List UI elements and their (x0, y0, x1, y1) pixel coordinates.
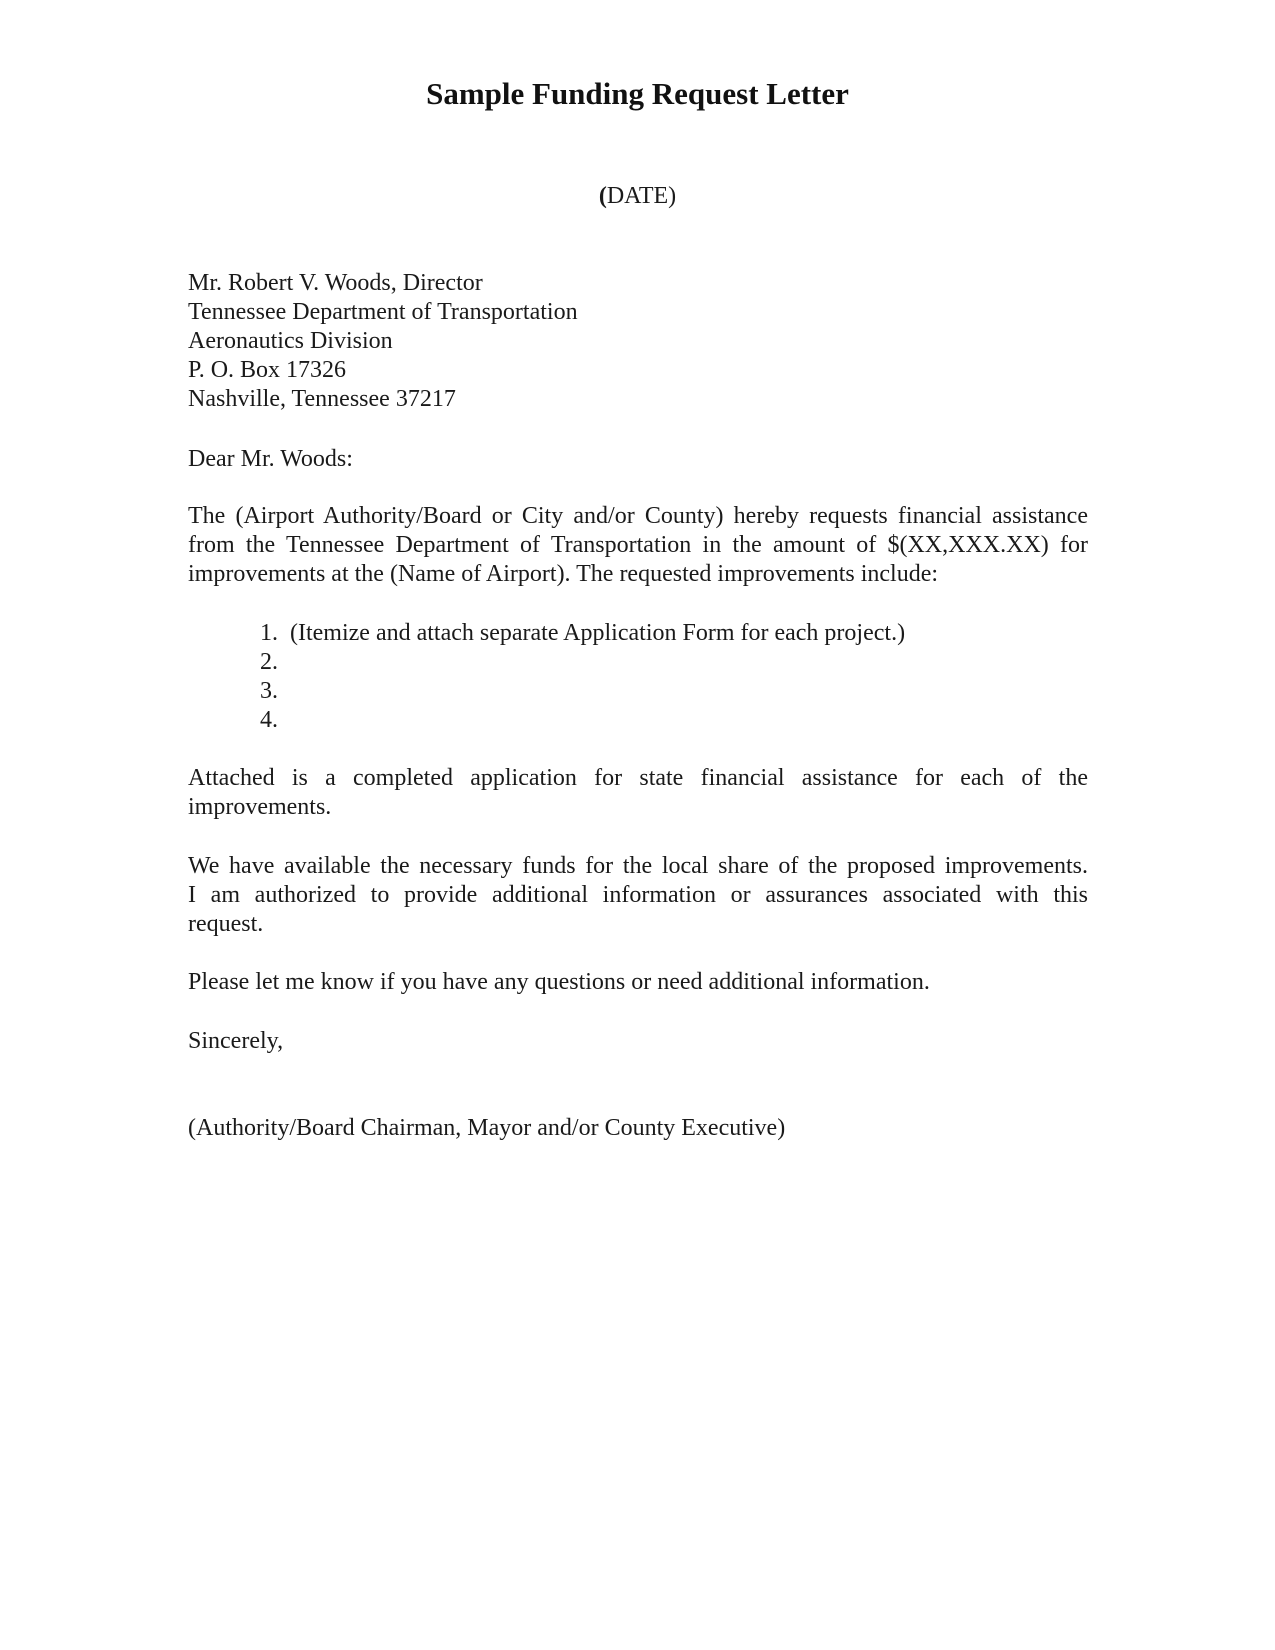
list-item (260, 677, 1080, 706)
address-line-city: Nashville, Tennessee 37217 (188, 386, 456, 412)
date-placeholder (0, 181, 1275, 211)
salutation: Dear Mr. Woods: (188, 446, 353, 472)
request-paragraph-line: from the Tennessee Department of Transportation in the amount of $(XX,XXX.XX) for (188, 532, 1088, 558)
closing: Sincerely, (188, 1028, 284, 1054)
attachment-paragraph (188, 764, 1088, 822)
funds-paragraph-line: We have available the necessary funds for the local share of the proposed improvements. (188, 853, 1088, 879)
letter-title: Sample Funding Request Letter (426, 76, 849, 111)
attachment-paragraph-line: improvements. (188, 794, 332, 820)
funds-paragraph (188, 852, 1088, 939)
list-item-number: 2. (260, 649, 278, 675)
list-item (260, 706, 1080, 735)
request-paragraph-line: improvements at the (Name of Airport). The requested improvements include: (188, 561, 939, 587)
recipient-address (188, 269, 1088, 414)
funds-paragraph-line: I am authorized to provide additional information or assurances associated with this (188, 882, 1088, 908)
date-open-paren: ( (598, 183, 607, 209)
list-item-text: (Itemize and attach separate Application Form for each project.) (290, 620, 906, 646)
list-item (260, 648, 1080, 677)
funds-paragraph-line: request. (188, 911, 264, 937)
date-text: DATE) (606, 183, 677, 209)
request-paragraph-line: The (Airport Authority/Board or City and/or County) hereby requests financial assistance (188, 503, 1088, 529)
list-item-number: 1. (260, 620, 278, 646)
request-paragraph (188, 502, 1088, 589)
address-line-name: Mr. Robert V. Woods, Director (188, 270, 483, 296)
address-line-department: Tennessee Department of Transportation (188, 299, 578, 325)
list-item (260, 619, 1080, 648)
attachment-paragraph-line: Attached is a completed application for state financial assistance for each of the (188, 765, 1088, 791)
improvements-list (260, 619, 1080, 735)
list-item-number: 4. (260, 707, 278, 733)
questions-paragraph: Please let me know if you have any questions or need additional information. (188, 969, 930, 995)
address-line-division: Aeronautics Division (188, 328, 393, 354)
signer-line: (Authority/Board Chairman, Mayor and/or County Executive) (188, 1115, 786, 1141)
address-line-po-box: P. O. Box 17326 (188, 357, 347, 383)
list-item-number: 3. (260, 678, 278, 704)
